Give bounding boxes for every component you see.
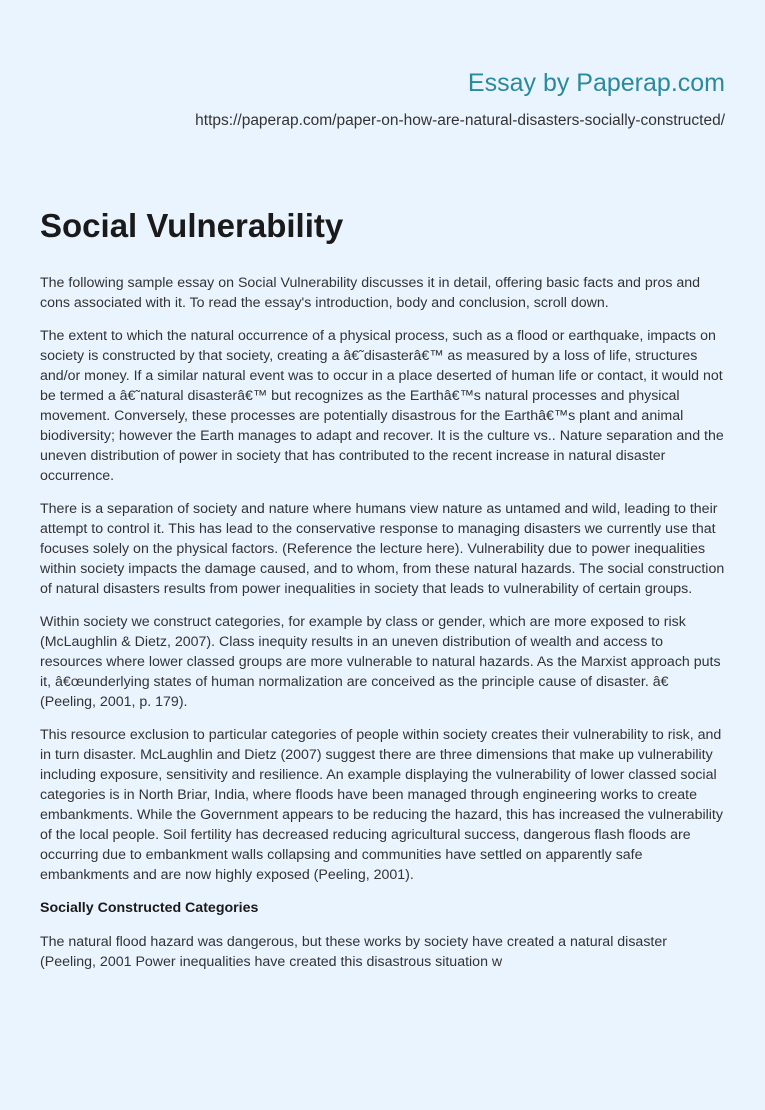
source-url[interactable]: https://paperap.com/paper-on-how-are-natural-disasters-socially-constructed/ [195, 112, 725, 129]
paragraph-2: There is a separation of society and nature where humans view nature as untamed and wild, leading to their attempt to control it. This has lead to the conservative response to managing disasters we currently use that focuses solely on the physical factors. (Reference the lecture here). Vulnerability due to power inequalities within society impacts the damage caused, and to whom, from these natural hazards. The social construction of natural disasters results from power inequalities in society that leads to vulnerability of certain groups. [40, 501, 725, 597]
paragraph-3: Within society we construct categories, for example by class or gender, which are more exposed to risk (McLaughlin & Dietz, 2007). Class inequity results in an uneven distribution of wealth and access to resources where lower classed groups are more vulnerable to natural hazards. As the Marxist approach puts it, â€œunderlying states of human normalization are conceived as the principle cause of disaster. â€ (Peeling, 2001, p. 179). [40, 614, 721, 710]
paragraph-intro: The following sample essay on Social Vulnerability discusses it in detail, offering basic facts and pros and cons associated with it. To read the essay's introduction, body and conclusion, scroll down. [40, 275, 701, 311]
brand-link[interactable]: Essay by Paperap.com [467, 69, 725, 97]
paragraph-4: This resource exclusion to particular categories of people within society creates their vulnerability to risk, and in turn disaster. McLaughlin and Dietz (2007) suggest there are three dimensions that make up vulnerability including exposure, sensitivity and resilience. An example displaying the vulnerability of lower classed social categories is in North Briar, India, where floods have been managed through engineering works to create embankments. While the Government appears to be reducing the hazard, this has increased the vulnerability of the local people. Soil fertility has decreased reducing agricultural success, dangerous flash floods are occurring due to embankment walls collapsing and communities have settled on apparently safe embankments and are now highly exposed (Peeling, 2001). [40, 727, 723, 883]
essay-body [40, 273, 725, 972]
section-subheading: Socially Constructed Categories [40, 900, 259, 916]
page-header [40, 0, 725, 131]
paragraph-final: The natural flood hazard was dangerous, but these works by society have created a natural disaster (Peeling, 2001 Power inequalities have created this disastrous situation w [40, 934, 667, 970]
paragraph-1: The extent to which the natural occurrence of a physical process, such as a flood or earthquake, impacts on society is constructed by that society, creating a â€˜disasterâ€™ as measured by a loss of life, structures and/or money. If a similar natural event was to occur in a place deserted of human life or contact, it would not be termed a â€˜natural disasterâ€™ but recognizes as the Earthâ€™s natural processes and physical movement. Conversely, these processes are potentially disastrous for the Earthâ€™s plant and animal biodiversity; however the Earth manages to adapt and recover. It is the culture vs.. Nature separation and the uneven distribution of power in society that has contributed to the recent increase in natural disaster occurrence. [40, 328, 724, 484]
essay-title: Social Vulnerability [40, 207, 344, 244]
